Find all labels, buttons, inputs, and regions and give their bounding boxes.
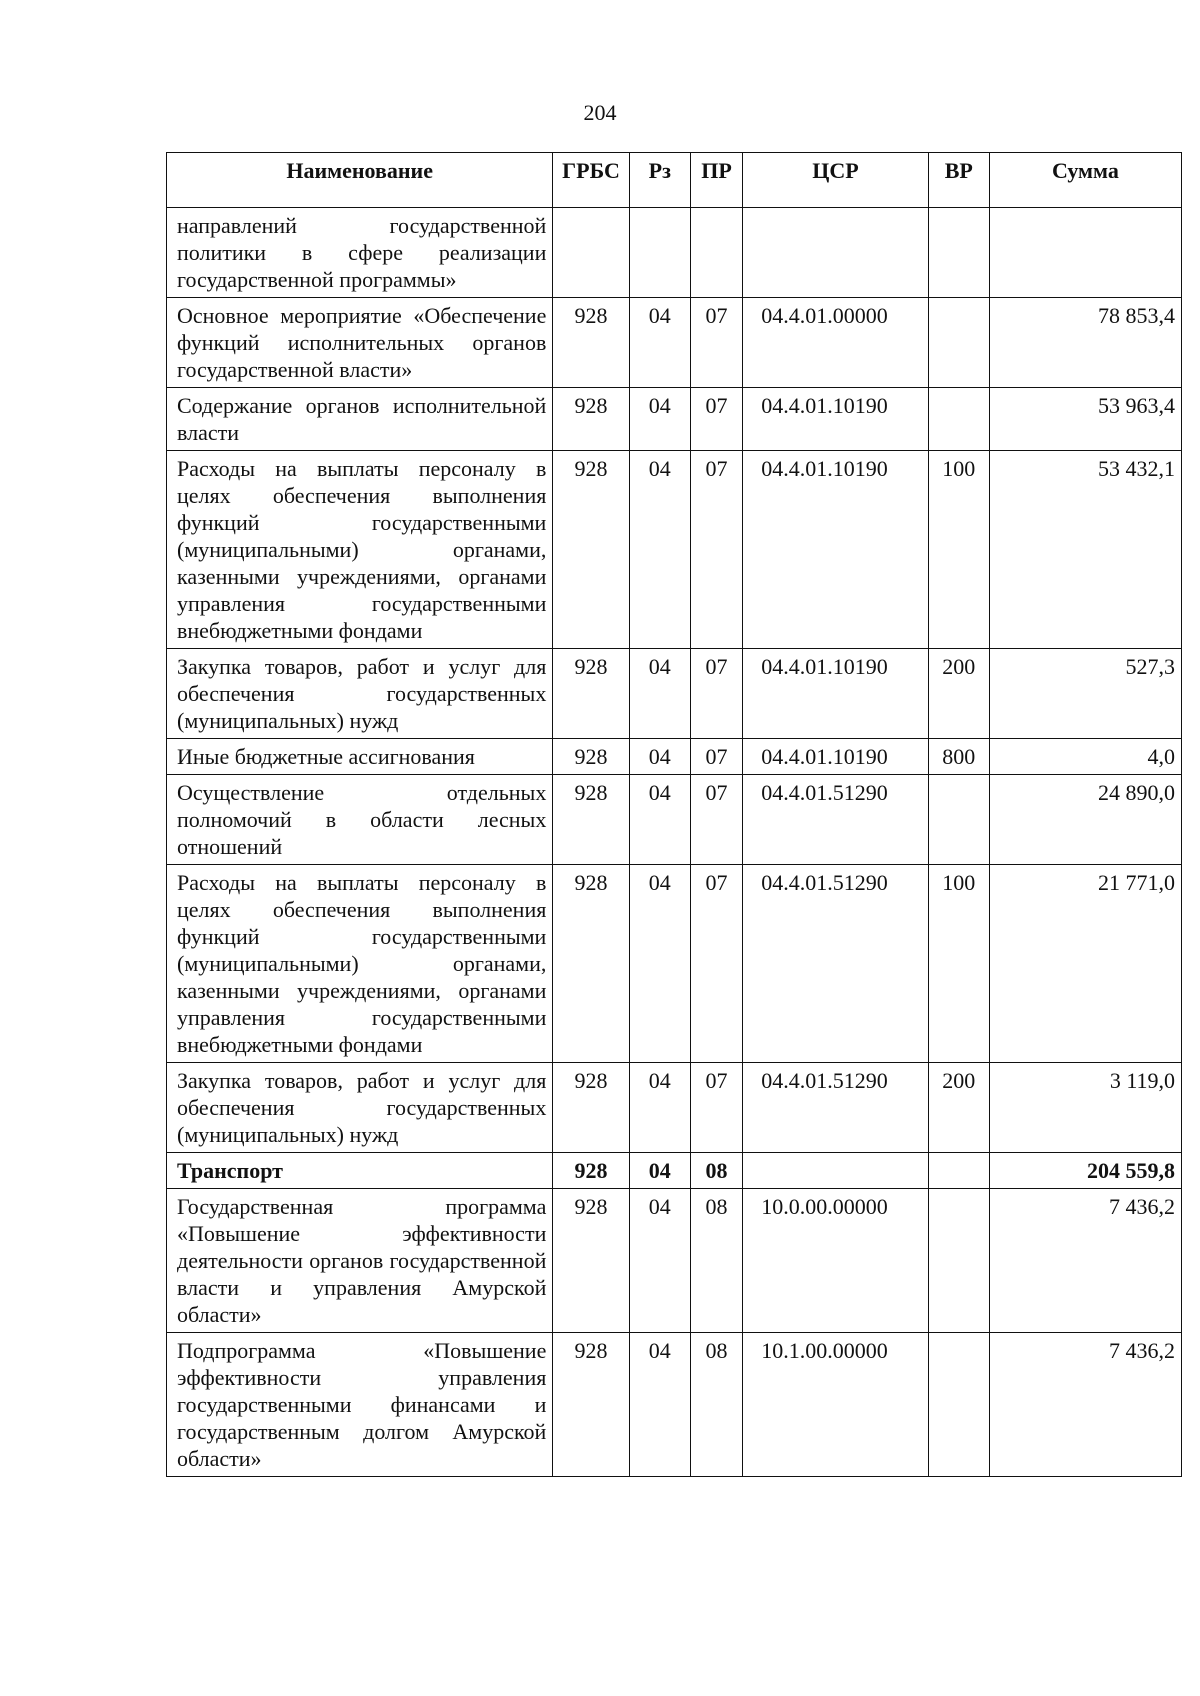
cell-vr: 200 (928, 1063, 989, 1153)
cell-vr (928, 208, 989, 298)
cell-sum: 24 890,0 (989, 775, 1181, 865)
cell-grbs: 928 (553, 865, 629, 1063)
cell-name: Расходы на выплаты персоналу в целях обеспечения выполнения функций государственными (муниципальными) органами, казенными учреждениями, органами управления государственными внебюджетными фондами (167, 865, 553, 1063)
cell-sum: 78 853,4 (989, 298, 1181, 388)
cell-vr: 800 (928, 739, 989, 775)
cell-grbs: 928 (553, 1333, 629, 1477)
cell-rz: 04 (629, 649, 690, 739)
table-row (167, 649, 1182, 739)
cell-csr (743, 208, 929, 298)
cell-grbs: 928 (553, 1153, 629, 1189)
cell-sum: 21 771,0 (989, 865, 1181, 1063)
table-body (167, 208, 1182, 1477)
cell-vr (928, 775, 989, 865)
cell-vr (928, 1189, 989, 1333)
cell-name: Иные бюджетные ассигнования (167, 739, 553, 775)
cell-csr: 04.4.01.51290 (743, 1063, 929, 1153)
cell-csr: 10.1.00.00000 (743, 1333, 929, 1477)
cell-rz: 04 (629, 865, 690, 1063)
cell-grbs (553, 208, 629, 298)
cell-vr (928, 1153, 989, 1189)
cell-name: Транспорт (167, 1153, 553, 1189)
cell-csr: 10.0.00.00000 (743, 1189, 929, 1333)
cell-csr: 04.4.01.10190 (743, 451, 929, 649)
cell-sum (989, 208, 1181, 298)
cell-name: Закупка товаров, работ и услуг для обеспечения государственных (муниципальных) нужд (167, 649, 553, 739)
cell-name: Осуществление отдельных полномочий в области лесных отношений (167, 775, 553, 865)
cell-rz: 04 (629, 1153, 690, 1189)
header-pr: ПР (690, 153, 742, 208)
cell-rz: 04 (629, 1063, 690, 1153)
cell-sum: 53 432,1 (989, 451, 1181, 649)
cell-name: Содержание органов исполнительной власти (167, 388, 553, 451)
header-name: Наименование (167, 153, 553, 208)
cell-vr (928, 298, 989, 388)
cell-pr: 07 (690, 388, 742, 451)
cell-pr: 08 (690, 1333, 742, 1477)
table-header-row (167, 153, 1182, 208)
cell-csr: 04.4.01.10190 (743, 388, 929, 451)
cell-pr: 08 (690, 1153, 742, 1189)
cell-name: Государственная программа «Повышение эффективности деятельности органов государственной власти и управления Амурской области» (167, 1189, 553, 1333)
cell-sum: 53 963,4 (989, 388, 1181, 451)
cell-vr: 100 (928, 865, 989, 1063)
table-row (167, 208, 1182, 298)
cell-grbs: 928 (553, 739, 629, 775)
cell-rz: 04 (629, 739, 690, 775)
table-row (167, 739, 1182, 775)
cell-sum: 3 119,0 (989, 1063, 1181, 1153)
cell-sum: 204 559,8 (989, 1153, 1181, 1189)
cell-rz: 04 (629, 451, 690, 649)
table-row (167, 1153, 1182, 1189)
cell-pr: 07 (690, 775, 742, 865)
table-row (167, 388, 1182, 451)
cell-name: направлений государственной политики в сфере реализации государственной программы» (167, 208, 553, 298)
cell-vr: 200 (928, 649, 989, 739)
cell-rz (629, 208, 690, 298)
cell-grbs: 928 (553, 298, 629, 388)
cell-csr: 04.4.01.51290 (743, 775, 929, 865)
table-row (167, 1333, 1182, 1477)
table-row (167, 775, 1182, 865)
cell-grbs: 928 (553, 388, 629, 451)
cell-csr: 04.4.01.10190 (743, 739, 929, 775)
cell-rz: 04 (629, 1189, 690, 1333)
cell-name: Закупка товаров, работ и услуг для обеспечения государственных (муниципальных) нужд (167, 1063, 553, 1153)
header-vr: ВР (928, 153, 989, 208)
table-row (167, 1189, 1182, 1333)
cell-grbs: 928 (553, 1063, 629, 1153)
budget-table (166, 152, 1182, 1477)
cell-csr: 04.4.01.51290 (743, 865, 929, 1063)
table-row (167, 1063, 1182, 1153)
cell-name: Подпрограмма «Повышение эффективности управления государственными финансами и государственным долгом Амурской области» (167, 1333, 553, 1477)
cell-sum: 7 436,2 (989, 1189, 1181, 1333)
table-row (167, 298, 1182, 388)
cell-csr: 04.4.01.10190 (743, 649, 929, 739)
header-csr: ЦСР (743, 153, 929, 208)
page-number: 204 (583, 100, 617, 125)
table-row (167, 865, 1182, 1063)
cell-pr: 08 (690, 1189, 742, 1333)
header-grbs: ГРБС (553, 153, 629, 208)
cell-csr: 04.4.01.00000 (743, 298, 929, 388)
cell-grbs: 928 (553, 775, 629, 865)
cell-rz: 04 (629, 388, 690, 451)
cell-grbs: 928 (553, 649, 629, 739)
cell-csr (743, 1153, 929, 1189)
cell-name: Основное мероприятие «Обеспечение функций исполнительных органов государственной власти» (167, 298, 553, 388)
cell-pr: 07 (690, 1063, 742, 1153)
cell-grbs: 928 (553, 1189, 629, 1333)
cell-pr: 07 (690, 739, 742, 775)
cell-vr (928, 388, 989, 451)
cell-pr: 07 (690, 865, 742, 1063)
cell-vr (928, 1333, 989, 1477)
header-sum: Сумма (989, 153, 1181, 208)
cell-sum: 527,3 (989, 649, 1181, 739)
cell-pr: 07 (690, 298, 742, 388)
cell-name: Расходы на выплаты персоналу в целях обеспечения выполнения функций государственными (муниципальными) органами, казенными учреждениями, органами управления государственными внебюджетными фондами (167, 451, 553, 649)
cell-vr: 100 (928, 451, 989, 649)
cell-sum: 4,0 (989, 739, 1181, 775)
cell-rz: 04 (629, 298, 690, 388)
cell-sum: 7 436,2 (989, 1333, 1181, 1477)
table-row (167, 451, 1182, 649)
cell-pr (690, 208, 742, 298)
header-rz: Рз (629, 153, 690, 208)
cell-pr: 07 (690, 451, 742, 649)
cell-rz: 04 (629, 775, 690, 865)
cell-grbs: 928 (553, 451, 629, 649)
cell-rz: 04 (629, 1333, 690, 1477)
cell-pr: 07 (690, 649, 742, 739)
